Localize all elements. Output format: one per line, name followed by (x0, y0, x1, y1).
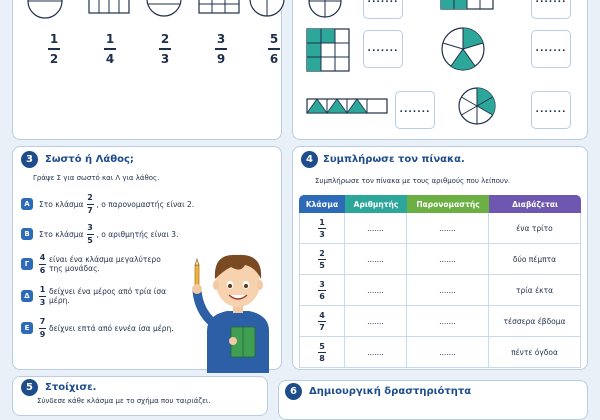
item-letter: Ε (21, 322, 33, 334)
item-letter: Δ (21, 290, 33, 302)
reading-cell: τρία έκτα (489, 275, 581, 306)
denominator-answer-cell[interactable]: ....... (407, 337, 489, 368)
section-number-badge: 5 (21, 379, 38, 396)
shape-rect-quarters (89, 0, 129, 13)
tf-item-c (21, 253, 171, 275)
answer-box[interactable]: ....... (395, 91, 435, 129)
item-text: , ο παρονομαστής είναι 2. (96, 199, 195, 209)
item-fraction: $\frac{4}{6}$ (39, 253, 46, 275)
section-title: Δημιουργική δραστηριότητα (309, 386, 472, 397)
fraction-cell: $\frac{4}{7}$ (299, 306, 345, 337)
tf-item-d (21, 285, 171, 307)
header-reading: Διαβάζεται (489, 195, 581, 213)
section-instruction: Συμπλήρωσε τον πίνακα με τους αριθμούς που λείπουν. (315, 177, 511, 185)
item-letter: Α (21, 198, 33, 210)
item-text: δείχνει ένα μέρος από τρία ίσα μέρη. (49, 287, 167, 306)
section-instruction: Γράψε Σ για σωστό και Λ για λάθος. (33, 174, 160, 182)
fraction-shapes-panel (12, 0, 282, 140)
shape-circle-sectors (442, 28, 484, 70)
denominator: 6 (269, 51, 279, 66)
numerator: 1 (105, 32, 115, 46)
table-row (299, 306, 581, 337)
header-denominator: Παρονομαστής (407, 195, 489, 213)
denominator: 4 (105, 51, 115, 66)
boy-illustration (183, 223, 283, 373)
item-fraction: $\frac{7}{9}$ (39, 317, 46, 339)
shaded-shapes-panel (292, 0, 588, 140)
fraction-4 (215, 32, 227, 66)
answer-box[interactable]: ....... (363, 30, 403, 68)
matching-panel (12, 376, 268, 416)
header-fraction: Κλάσμα (299, 195, 345, 213)
section-number-badge: 6 (285, 383, 302, 400)
fraction-1 (48, 32, 60, 66)
fill-table-panel (292, 146, 588, 370)
header-numerator: Αριθμητής (345, 195, 407, 213)
table-row (299, 275, 581, 306)
item-fraction: $\frac{2}{7}$ (87, 193, 93, 215)
answer-box[interactable]: ....... (363, 0, 403, 19)
numerator-answer-cell[interactable]: ....... (345, 244, 407, 275)
fraction-cell: $\frac{2}{5}$ (299, 244, 345, 275)
fraction-cell: $\frac{3}{6}$ (299, 275, 345, 306)
reading-cell: δύο πέμπτα (489, 244, 581, 275)
creative-activity-panel (278, 380, 588, 420)
fraction-3 (159, 32, 171, 66)
reading-cell: τέσσερα έβδομα (489, 306, 581, 337)
item-fraction: $\frac{1}{3}$ (39, 285, 46, 307)
shape-bar-shaded (441, 0, 493, 9)
table-row (299, 213, 581, 244)
denominator-answer-cell[interactable]: ....... (407, 275, 489, 306)
numerator-answer-cell[interactable]: ....... (345, 213, 407, 244)
answer-box[interactable]: ....... (531, 0, 571, 19)
denominator: 2 (49, 51, 59, 66)
section-title: Σωστό ή Λάθος; (45, 154, 134, 165)
denominator: 3 (160, 51, 170, 66)
shape-triangle-bar (307, 99, 387, 113)
section-number-badge: 3 (21, 151, 38, 168)
true-false-panel (12, 146, 282, 370)
item-text: , ο αριθμητής είναι 3. (96, 229, 179, 239)
shape-circle-halves (28, 0, 62, 18)
reading-cell: πέντε όγδοα (489, 337, 581, 368)
fraction-cell: $\frac{5}{8}$ (299, 337, 345, 368)
denominator-answer-cell[interactable]: ....... (407, 306, 489, 337)
numerator: 5 (269, 32, 279, 46)
section-title: Στοίχισε. (45, 382, 97, 393)
fraction-shapes-row (13, 0, 283, 21)
reading-cell: ένα τρίτο (489, 213, 581, 244)
shape-rect-ninths (199, 0, 239, 13)
answer-box[interactable]: ....... (531, 91, 571, 129)
numerator-answer-cell[interactable]: ....... (345, 337, 407, 368)
item-fraction: $\frac{3}{5}$ (87, 223, 93, 245)
shape-grid-shaded (307, 29, 349, 71)
shape-circle-quarters (309, 0, 341, 17)
table-row (299, 337, 581, 368)
shape-circle-sixths (250, 0, 284, 16)
numerator: 1 (49, 32, 59, 46)
section-number-badge: 4 (301, 151, 318, 168)
numerator: 2 (160, 32, 170, 46)
item-text: Στο κλάσμα (39, 229, 84, 239)
numerator-answer-cell[interactable]: ....... (345, 275, 407, 306)
item-text: Στο κλάσμα (39, 199, 84, 209)
denominator: 9 (216, 51, 226, 66)
numerator: 3 (216, 32, 226, 46)
item-text: δείχνει επτά από εννέα ίσα μέρη. (49, 323, 174, 333)
answer-box[interactable]: ....... (531, 30, 571, 68)
item-letter: Γ (21, 258, 33, 270)
item-text: είναι ένα κλάσμα μεγαλύτερο της μονάδας. (49, 255, 161, 274)
table-row (299, 244, 581, 275)
fraction-2 (104, 32, 116, 66)
section-instruction: Σύνδεσε κάθε κλάσμα με το σχήμα που ταιριάζει. (37, 397, 211, 405)
section-title: Συμπλήρωσε τον πίνακα. (323, 154, 465, 165)
fraction-cell: $\frac{1}{3}$ (299, 213, 345, 244)
fraction-table (299, 195, 581, 368)
shape-circle-thirds (147, 0, 181, 16)
tf-item-a (21, 193, 231, 215)
table-header-row (299, 195, 581, 213)
denominator-answer-cell[interactable]: ....... (407, 213, 489, 244)
denominator-answer-cell[interactable]: ....... (407, 244, 489, 275)
shape-circle-sixths-shaded (459, 88, 495, 124)
item-letter: Β (21, 228, 33, 240)
fraction-5 (268, 32, 280, 66)
numerator-answer-cell[interactable]: ....... (345, 306, 407, 337)
